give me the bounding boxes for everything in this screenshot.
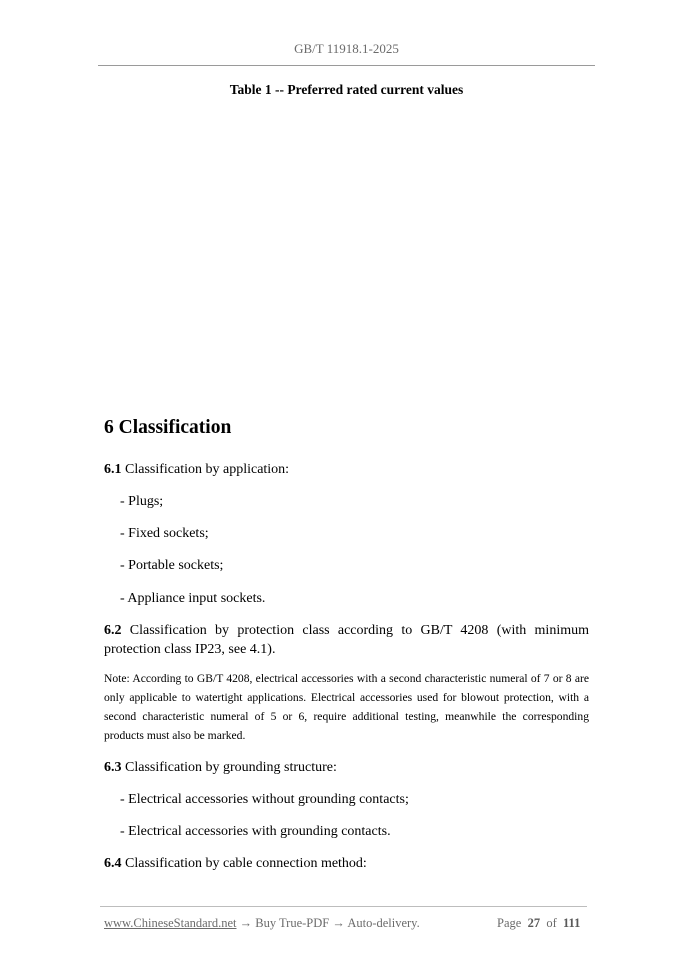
clause-6-4 bbox=[104, 854, 589, 873]
buy-pdf-text: Buy True-PDF bbox=[255, 916, 330, 930]
arrow-icon: → bbox=[329, 916, 348, 930]
list-item: - Electrical accessories with grounding contacts. bbox=[120, 824, 391, 839]
header-divider bbox=[98, 65, 595, 66]
arrow-icon: → bbox=[236, 916, 256, 930]
clause-number: 6.4 bbox=[104, 856, 122, 871]
page-total: 111 bbox=[562, 916, 581, 930]
clause-number: 6.1 bbox=[104, 462, 122, 477]
clause-6-3 bbox=[104, 758, 589, 777]
footer-promo bbox=[104, 916, 420, 931]
clause-6-1 bbox=[104, 460, 589, 479]
delivery-text: Auto-delivery. bbox=[347, 916, 420, 930]
clause-number: 6.2 bbox=[104, 623, 122, 638]
website-link[interactable]: www.ChineseStandard.net bbox=[104, 916, 237, 930]
section-heading: 6 Classification bbox=[104, 417, 232, 438]
page-indicator bbox=[497, 916, 580, 931]
clause-number: 6.3 bbox=[104, 760, 122, 775]
list-item: - Plugs; bbox=[120, 494, 164, 509]
clause-text: Classification by protection class according to GB/T 4208 (with minimum protection class IP23, see 4.1). bbox=[104, 623, 589, 657]
document-header-title: GB/T 11918.1-2025 bbox=[294, 41, 399, 56]
list-item: - Fixed sockets; bbox=[120, 526, 209, 541]
clause-text: Classification by application: bbox=[121, 462, 290, 477]
of-label: of bbox=[546, 916, 557, 930]
list-item: - Electrical accessories without grounding contacts; bbox=[120, 792, 409, 807]
clause-text: Classification by cable connection method: bbox=[121, 856, 367, 871]
page-label: Page bbox=[497, 916, 522, 930]
list-item: - Appliance input sockets. bbox=[120, 591, 266, 606]
list-item: - Portable sockets; bbox=[120, 558, 224, 573]
page-number: 27 bbox=[527, 916, 541, 930]
note-paragraph: Note: According to GB/T 4208, electrical accessories with a second characteristic numeral of 7 or 8 are only applicable to watertight applications. Electrical accessories used for blowout protection, with a second characteristic numeral of 5 or 6, require additional testing, meanwhile the corresponding products must also be marked. bbox=[104, 672, 589, 742]
footer-divider bbox=[100, 906, 587, 907]
table-caption: Table 1 -- Preferred rated current values bbox=[229, 82, 464, 97]
clause-text: Classification by grounding structure: bbox=[121, 760, 337, 775]
clause-6-2 bbox=[104, 621, 589, 659]
